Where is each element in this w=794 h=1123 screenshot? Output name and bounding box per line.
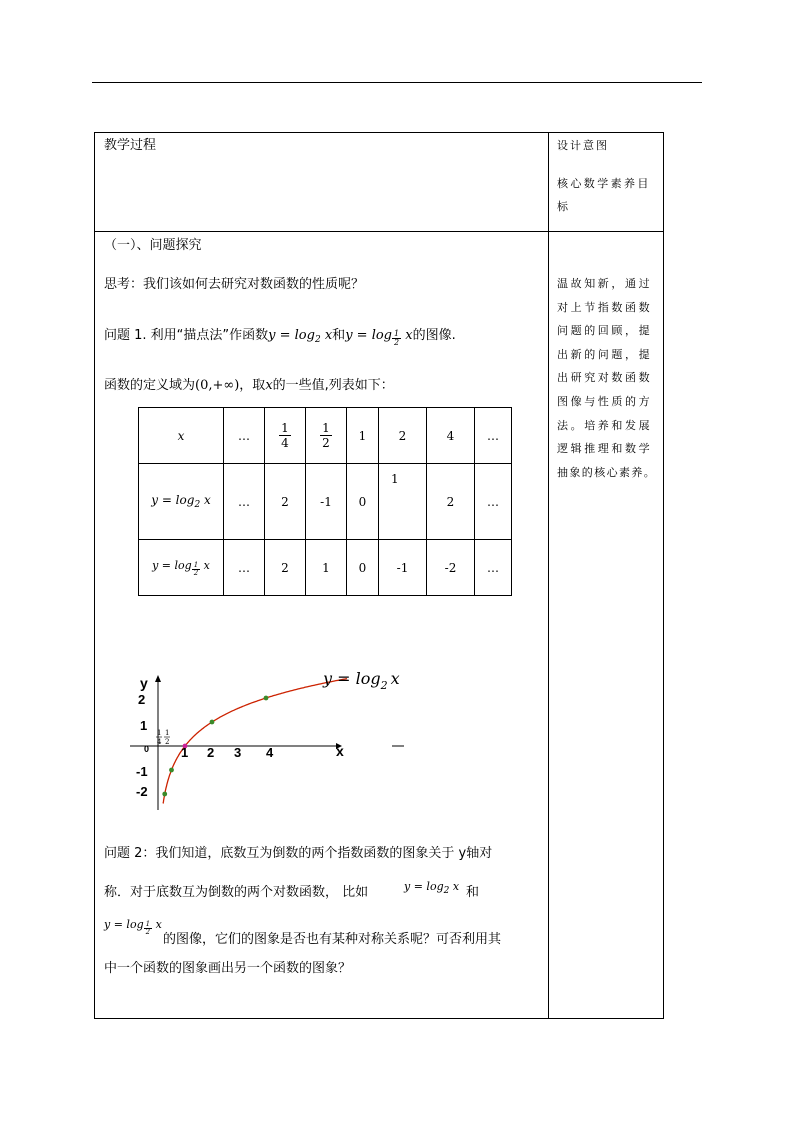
domain-x: x: [265, 378, 273, 393]
table-border-bottom: [94, 1018, 664, 1019]
q2-base: 2: [443, 886, 450, 896]
table-cell: 1: [347, 408, 379, 464]
side-note-line: 逻辑推理和数学: [557, 442, 653, 456]
y-tick-neg2: -2: [136, 784, 148, 799]
q1-and: 和: [332, 328, 346, 343]
table-cell: 2: [427, 464, 475, 540]
side-note-line: 出研究对数函数: [557, 371, 653, 385]
formula-half-den: 2: [394, 338, 400, 347]
q2-formula-log2: [404, 879, 459, 899]
table-cell: …: [475, 464, 512, 540]
table-row-log2: [139, 464, 512, 540]
teaching-process-heading: 教学过程: [104, 138, 157, 153]
values-table: [138, 407, 512, 596]
formula-log2: [268, 328, 332, 343]
q2-and: 和: [466, 885, 480, 900]
y-axis-label: y: [140, 675, 148, 691]
table-border-right: [663, 132, 664, 1019]
question-1: [104, 328, 456, 348]
table-cell: 2: [265, 540, 306, 596]
table-border-top: [94, 132, 664, 133]
formula-y-eq: y = log: [268, 328, 315, 343]
log-curve: [163, 679, 347, 804]
side-note: [557, 272, 659, 484]
q1-prefix: 问题 1. 利用“描点法”作函数: [104, 328, 269, 343]
section-title: （一）、问题探究: [104, 238, 202, 253]
header-rule: [92, 82, 702, 83]
core-goal-heading: 核心数学素养目: [557, 177, 651, 190]
core-goal-heading-cont: 标: [557, 200, 568, 213]
x-tick-1: 1: [181, 745, 189, 760]
table-row-log-half: [139, 540, 512, 596]
side-note-line: 温故知新，通过: [557, 277, 653, 290]
design-intent-heading: 设计意图: [557, 139, 609, 152]
curve-label-text: y = log: [323, 669, 381, 688]
domain-suffix: ，取: [239, 378, 266, 393]
row-label-x: x: [139, 408, 224, 464]
plot-point: [162, 792, 167, 797]
table-cell: …: [475, 408, 512, 464]
question-2-line4: 中一个函数的图象画出另一个函数的图象？: [104, 961, 352, 976]
table-cell: -1: [379, 540, 427, 596]
table-cell: -2: [427, 540, 475, 596]
side-note-line: 法。培养和发展: [557, 418, 653, 432]
row3-half-den: 2: [193, 568, 199, 577]
formula-base: 2: [314, 335, 321, 345]
half-num: 1: [322, 421, 330, 435]
y-tick-2: 2: [138, 692, 146, 707]
table-cell: -1: [306, 464, 347, 540]
q2-y-eq: y = log: [404, 880, 444, 893]
table-cell: 4: [427, 408, 475, 464]
curve-label-base: 2: [380, 679, 388, 692]
table-border-left: [94, 132, 95, 1019]
formula-log-half: [345, 328, 413, 347]
q2-formula-log-half: [104, 917, 162, 936]
domain-sentence: [104, 378, 394, 394]
question-2-line2: [104, 885, 368, 901]
plot-point: [264, 696, 269, 701]
q2-y-eq-2: y = log: [104, 918, 144, 931]
y-tick-1: 1: [140, 718, 148, 733]
table-cell: 0: [347, 540, 379, 596]
x-tick-2: 2: [207, 745, 215, 760]
y-axis-arrow: [155, 675, 161, 682]
curve-label: [322, 669, 400, 692]
q1-suffix: 的图像.: [412, 328, 456, 343]
table-border-mid: [94, 231, 664, 232]
q2-x: x: [452, 880, 460, 893]
curve-label-var: x: [390, 669, 400, 688]
plot-point: [210, 720, 215, 725]
table-cell: …: [224, 408, 265, 464]
side-note-line: 抽象的核心素养。: [557, 465, 657, 479]
row3-x: x: [203, 558, 210, 572]
formula-x-2: x: [405, 328, 413, 343]
row2-y-eq: y = log: [151, 493, 195, 507]
row2-base: 2: [194, 500, 201, 510]
q2-line2a: 称．对于底数互为倒数的两个对数函数， 比如: [104, 885, 369, 900]
x-tick-3: 3: [234, 745, 242, 760]
table-cell: …: [224, 540, 265, 596]
row3-half-num: 1: [193, 560, 199, 569]
table-cell-half: [306, 408, 347, 464]
x-axis-label: x: [336, 743, 344, 759]
think-question: 思考：我们该如何去研究对数函数的性质呢？: [104, 277, 365, 292]
table-border-divider: [548, 132, 549, 1019]
table-cell: …: [224, 464, 265, 540]
quarter-den: 4: [281, 436, 289, 450]
domain-suffix2: 的一些值,列表如下：: [272, 378, 394, 393]
row-label-log2: [139, 464, 224, 540]
q2-x-2: x: [155, 918, 162, 931]
small-frac-den-1: 4: [157, 738, 162, 746]
domain-interval: (0,+∞): [195, 378, 240, 393]
table-cell: 1: [379, 464, 427, 540]
table-cell: 2: [265, 464, 306, 540]
table-row-x: [139, 408, 512, 464]
x-tick-4: 4: [266, 745, 274, 760]
row-label-log-half: [139, 540, 224, 596]
question-2-line1: 问题 2：我们知道，底数互为倒数的两个指数函数的图象关于 y轴对: [104, 846, 493, 861]
table-cell: 0: [347, 464, 379, 540]
y-tick-neg1: -1: [136, 764, 148, 779]
table-cell: 1: [306, 540, 347, 596]
side-note-line: 对上节指数函数: [557, 300, 653, 314]
small-frac-num-2: 1: [165, 729, 170, 737]
log-graph: [120, 660, 420, 820]
formula-half-num: 1: [394, 329, 400, 338]
side-note-line: 出新的问题，提: [557, 347, 653, 361]
formula-x: x: [324, 328, 333, 343]
side-note-line: 问题的回顾，提: [557, 324, 653, 338]
quarter-num: 1: [281, 421, 289, 435]
q2-half-num: 1: [145, 920, 151, 928]
table-cell: …: [475, 540, 512, 596]
domain-prefix: 函数的定义域为: [104, 378, 196, 393]
side-note-line: 图像与性质的方: [557, 394, 653, 408]
half-den: 2: [322, 436, 330, 450]
small-frac-den-2: 2: [165, 738, 170, 746]
origin-label: 0: [144, 744, 150, 754]
question-2-line3: 的图像，它们的图象是否也有某种对称关系呢？可否利用其: [163, 932, 502, 947]
row2-x: x: [204, 493, 211, 507]
formula-y-eq-2: y = log: [345, 328, 392, 343]
row3-y-eq: y = log: [152, 558, 192, 572]
small-frac-num-1: 1: [157, 729, 162, 737]
table-cell: 2: [379, 408, 427, 464]
plot-point: [169, 768, 174, 773]
table-cell-quarter: [265, 408, 306, 464]
q2-half-den: 2: [145, 928, 151, 936]
